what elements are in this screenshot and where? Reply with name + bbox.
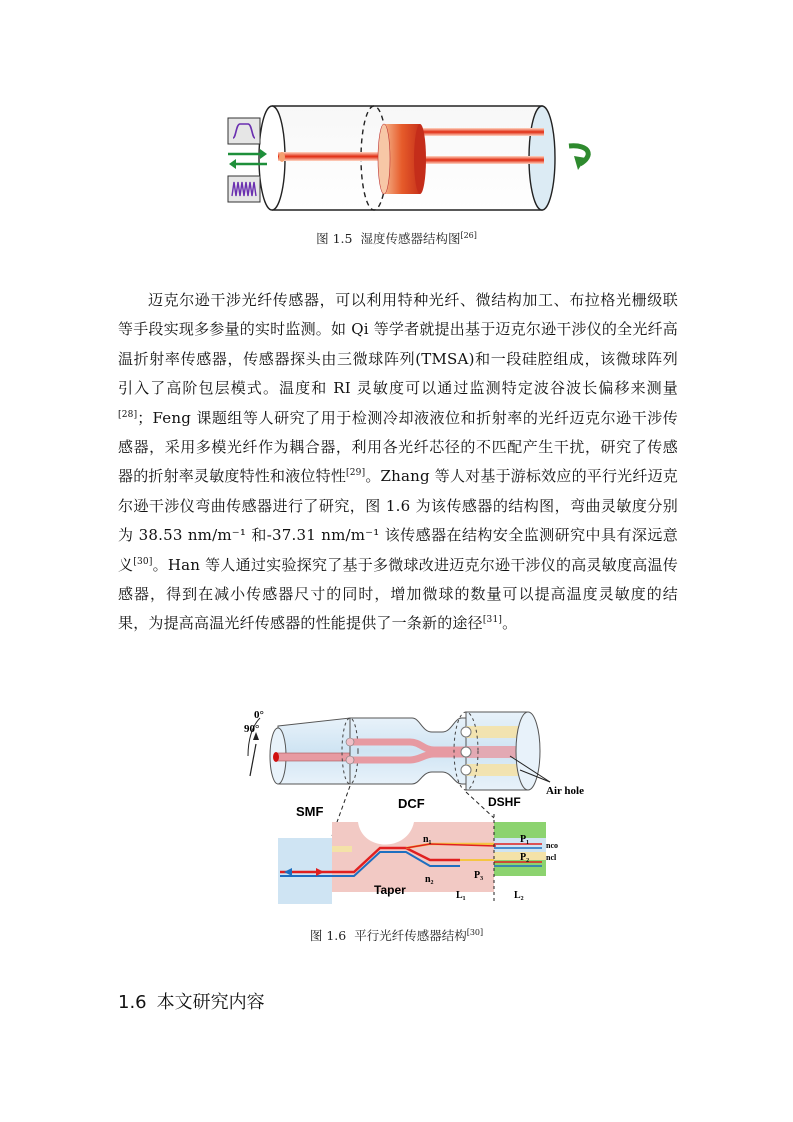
section-number: 1.6 bbox=[118, 992, 147, 1013]
angle-0-label: 0° bbox=[254, 709, 264, 721]
section-title: 本文研究内容 bbox=[156, 992, 265, 1013]
l1-label: L₁ bbox=[456, 890, 466, 901]
interference-spectrum-icon bbox=[228, 176, 260, 202]
input-arrow-icon bbox=[228, 149, 267, 159]
caption-reference: [30] bbox=[466, 927, 484, 937]
caption-reference: [26] bbox=[460, 230, 477, 240]
caption-number: 图 1.6 bbox=[309, 928, 347, 943]
taper-label: Taper bbox=[374, 883, 406, 897]
citation-reference: [29] bbox=[346, 468, 366, 479]
l2-label: L₂ bbox=[514, 890, 524, 901]
humidity-sensor-figure bbox=[224, 100, 604, 218]
section-heading bbox=[118, 988, 275, 1014]
paragraph-text: 。Han 等人通过实验探究了基于多微球改进迈克尔逊干涉仪的高灵敏度高温传感器，得到在减小传感器尺寸的同时，增加微球的数量可以提高温度灵敏度的结果，为提高高温光纤传感器的性能提供了一条新的途径 bbox=[118, 555, 679, 633]
paragraph-text: ；Feng 课题组等人研究了用于检测冷却液液位和折射率的光纤迈克尔逊干涉传感器，采用多模光纤作为耦合器，利用各光纤芯径的不匹配产生干扰，研究了传感器的折射率灵敏度特性和液位特性 bbox=[118, 408, 678, 486]
dcf-label: DCF bbox=[398, 796, 425, 811]
dshf-label: DSHF bbox=[488, 795, 521, 809]
caption-text: 湿度传感器结构图 bbox=[360, 231, 461, 246]
rotation-arrow-icon bbox=[569, 146, 588, 170]
parallel-fiber-sensor-figure bbox=[220, 706, 600, 908]
paragraph-text: 。 bbox=[502, 614, 518, 633]
citation-reference: [31] bbox=[482, 615, 503, 626]
n1-label: n₁ bbox=[423, 834, 432, 845]
air-hole-label: Air hole bbox=[546, 785, 584, 797]
p1-label: P₁ bbox=[520, 834, 530, 845]
ncl-label: ncl bbox=[546, 853, 557, 862]
smf-label: SMF bbox=[296, 804, 324, 819]
n2-label: n₂ bbox=[425, 874, 434, 885]
figure-1-5-caption bbox=[0, 229, 793, 247]
citation-reference: [28] bbox=[118, 409, 138, 420]
angle-90-label: 90° bbox=[244, 723, 260, 735]
paragraph-text: 迈克尔逊干涉光纤传感器，可以利用特种光纤、微结构加工、布拉格光栅级联等手段实现多参量的实时监测。如 Qi 等学者就提出基于迈克尔逊干涉仪的全光纤高温折射率传感器，传感器探头由三微球阵列(TMSA)和一段硅腔组成，该微球阵列引入了高阶包层模式。温度和 RI 灵敏度可以通过监测特定波谷波长偏移来测量 bbox=[118, 291, 678, 398]
caption-number: 图 1.5 bbox=[316, 231, 353, 246]
p2-label: P₂ bbox=[520, 852, 530, 863]
body-paragraph bbox=[118, 286, 678, 639]
spectrum-icon bbox=[228, 118, 260, 144]
p3-label: P₃ bbox=[474, 870, 484, 881]
citation-reference: [30] bbox=[133, 556, 153, 567]
caption-text: 平行光纤传感器结构 bbox=[354, 928, 467, 943]
paragraph-text: 。Zhang 等人对基于游标效应的平行光纤迈克尔逊干涉仪弯曲传感器进行了研究，图 1.6 为该传感器的结构图，弯曲灵敏度分别为 38.53 nm/m⁻¹ 和-37.31 nm/m⁻¹ 该传感器在结构安全监测研究中具有深远意义 bbox=[118, 467, 678, 574]
nco-label: nco bbox=[546, 841, 558, 850]
figure-1-6-caption bbox=[0, 926, 793, 944]
